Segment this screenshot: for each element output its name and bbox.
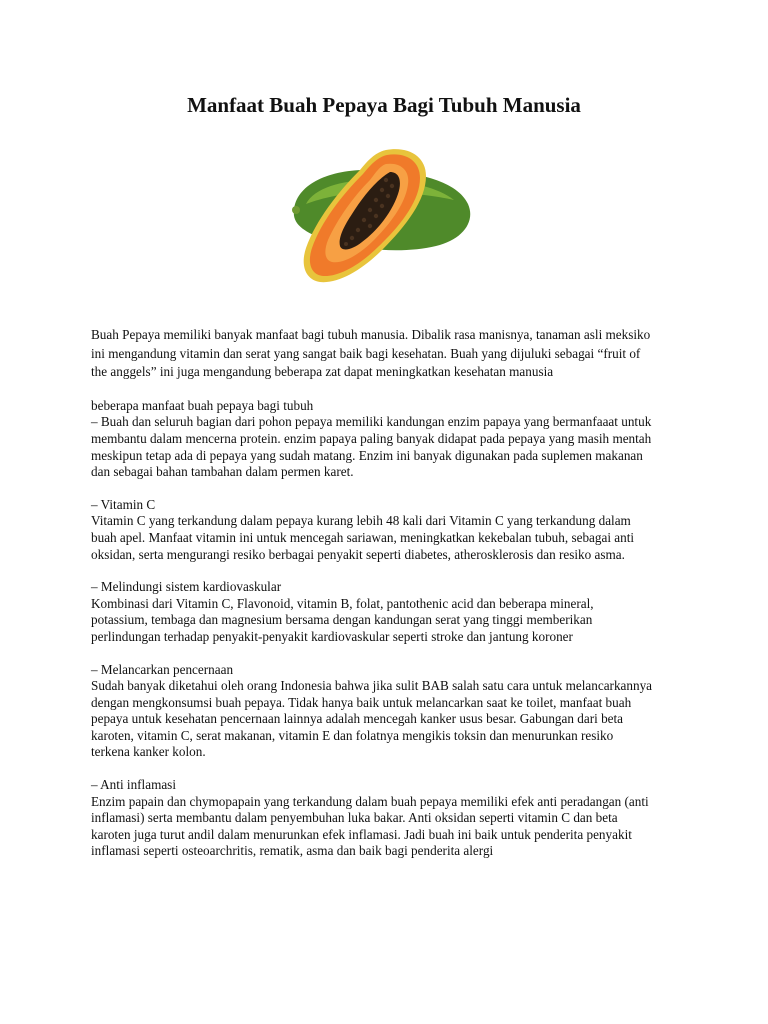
section-line: perlindungan terhadap penyakit-penyakit kardiovaskular seperti stroke dan jantung koroner (91, 628, 573, 644)
section-line: Sudah banyak diketahui oleh orang Indonesia bahwa jika sulit BAB salah satu cara untuk melancarkannya (91, 678, 653, 694)
section-line: Kombinasi dari Vitamin C, Flavonoid, vitamin B, folat, pantothenic acid dan beberapa mineral, (91, 595, 594, 611)
section-line: meskipun tetap ada di pepaya yang sudah matang. Enzim ini banyak digunakan pada suplemen makanan (91, 447, 643, 463)
section-line: inflamasi seperti osteoarchritis, rematik, asma dan baik bagi penderita alergi (91, 843, 494, 859)
section-pencernaan (91, 662, 691, 762)
section-line: Enzim papain dan chymopapain yang terkandung dalam buah pepaya memiliki efek anti peradangan (anti (91, 793, 649, 809)
section-line: karoten, vitamin C, serat makanan, vitamin E dan folatnya mengikis toksin dan menurunkan resiko (91, 727, 614, 743)
section-line: Vitamin C yang terkandung dalam pepaya kurang lebih 48 kali dari Vitamin C yang terkandung dalam (91, 513, 631, 529)
section-vitamin-c (91, 497, 691, 563)
section-anti-inflamasi (91, 777, 691, 860)
intro-line: ini mengandung vitamin dan serat yang sangat baik bagi kesehatan. Buah yang dijuluki sebagai “fruit of (91, 345, 641, 361)
intro-line: Buah Pepaya memiliki banyak manfaat bagi tubuh manusia. Dibalik rasa manisnya, tanaman asli meksiko (91, 327, 651, 342)
section-line: inflamasi) serta membantu dalam penyembuhan luka bakar. Anti oksidan seperti vitamin C dan beta (91, 810, 618, 826)
section-heading: – Anti inflamasi (91, 777, 176, 793)
section-line: – Buah dan seluruh bagian dari pohon pepaya memiliki kandungan enzim papaya yang bermanfaaat untuk (91, 414, 652, 430)
section-heading: – Melancarkan pencernaan (91, 661, 234, 677)
section-line: buah apel. Manfaat vitamin ini untuk mencegah sariawan, meningkatkan kekebalan tubuh, sebagai anti (91, 529, 635, 545)
section-line: oksidan, serta mengurangi resiko berbagai penyakit seperti diabetes, atherosklerosis dan resiko asma. (91, 546, 625, 562)
section-line: karoten juga turut andil dalam menurunkan efek inflamasi. Jadi buah ini baik untuk penderita penyakit (91, 826, 632, 842)
section-kardiovaskular (91, 579, 691, 645)
section-heading: – Vitamin C (91, 496, 156, 512)
section-heading: beberapa manfaat buah pepaya bagi tubuh (91, 397, 314, 413)
intro-paragraph (91, 326, 691, 382)
intro-line: the anggels” ini juga mengandung beberapa zat dapat meningkatkan kesehatan manusia (91, 364, 554, 380)
section-line: terkena kanker kolon. (91, 744, 206, 760)
section-line: dengan mengkonsumsi buah pepaya. Tidak hanya baik untuk melancarkan saat ke toilet, manfaat buah (91, 694, 632, 710)
papaya-stem (292, 206, 300, 214)
section-line: potassium, tembaga dan magnesium bersama dengan kandungan serat yang tinggi memberikan (91, 612, 593, 628)
section-heading: – Melindungi sistem kardiovaskular (91, 579, 282, 595)
section-line: membantu dalam mencerna protein. enzim papaya paling banyak didapat pada pepaya yang masih mentah (91, 430, 652, 446)
document-body (91, 326, 691, 876)
section-line: dan sebagai bahan tambahan dalam permen karet. (91, 464, 354, 480)
page-title: Manfaat Buah Pepaya Bagi Tubuh Manusia (187, 93, 581, 117)
section-enzim (91, 398, 691, 481)
section-line: pepaya untuk kesehatan pencernaan lainnya adalah mencegah kanker usus besar. Gabungan dari beta (91, 711, 624, 727)
papaya-image (286, 142, 474, 290)
